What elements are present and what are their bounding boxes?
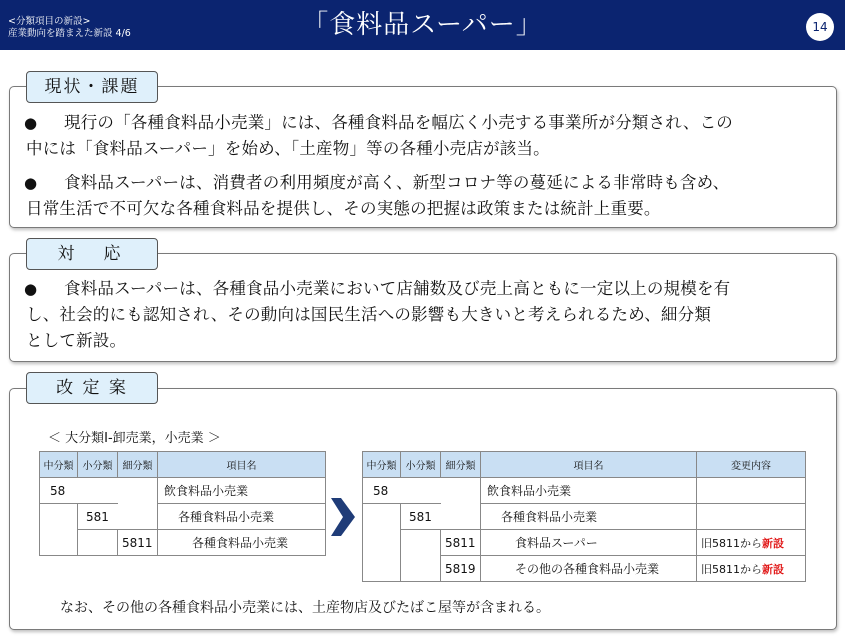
revision-tab: 改 定 案 bbox=[26, 372, 158, 404]
table-row bbox=[363, 504, 806, 530]
code-cell: 5811 bbox=[118, 530, 158, 556]
before-table bbox=[39, 451, 326, 556]
response-line2: し、社会的にも認知され、その動向は国民生活への影響も大きいと考えられるため、細分類 bbox=[26, 305, 712, 324]
table-row bbox=[363, 478, 806, 504]
change-prefix: 旧5811から bbox=[701, 562, 762, 576]
table-header-row bbox=[40, 452, 326, 478]
header-detail: 細分類 bbox=[118, 452, 158, 478]
item-name-cell: 各種食料品小売業 bbox=[158, 530, 326, 556]
response-tab: 対 応 bbox=[26, 238, 158, 270]
header-medium: 中分類 bbox=[40, 452, 78, 478]
header-subtitle-line1: <分類項目の新設> bbox=[8, 16, 91, 27]
header-bar bbox=[0, 0, 845, 50]
change-cell bbox=[697, 556, 806, 582]
status-para2-line2: 日常生活で不可欠な各種食料品を提供し、その実態の把握は政策または統計上重要。 bbox=[26, 199, 661, 218]
status-para1-line1: 現行の「各種食料品小売業」には、各種食料品を幅広く小売する事業所が分類され、この bbox=[64, 113, 733, 132]
item-name-cell: 飲食料品小売業 bbox=[158, 478, 326, 504]
item-name-cell: 各種食料品小売業 bbox=[481, 504, 697, 530]
item-name-cell: 食料品スーパー bbox=[481, 530, 697, 556]
response-line3: として新設。 bbox=[26, 331, 127, 350]
header-item: 項目名 bbox=[158, 452, 326, 478]
header-item: 項目名 bbox=[481, 452, 697, 478]
status-para2-line1: 食料品スーパーは、消費者の利用頻度が高く、新型コロナ等の蔓延による非常時も含め、 bbox=[64, 173, 730, 192]
code-cell: 58 bbox=[40, 478, 78, 504]
header-subtitle-line2: 産業動向を踏まえた新設 4/6 bbox=[8, 28, 131, 39]
footnote: なお、その他の各種食料品小売業には、土産物店及びたばこ屋等が含まれる。 bbox=[60, 600, 550, 616]
response-line1: 食料品スーパーは、各種食品小売業において店舗数及び売上高ともに一定以上の規模を有 bbox=[64, 279, 731, 298]
item-name-cell: 飲食料品小売業 bbox=[481, 478, 697, 504]
code-cell: 581 bbox=[401, 504, 441, 530]
table-row bbox=[363, 556, 806, 582]
change-prefix: 旧5811から bbox=[701, 536, 762, 550]
code-cell: 58 bbox=[363, 478, 401, 504]
header-change: 変更内容 bbox=[697, 452, 806, 478]
arrow-right-icon bbox=[331, 498, 355, 536]
change-new-label: 新設 bbox=[762, 562, 784, 576]
table-row bbox=[40, 530, 326, 556]
change-cell bbox=[697, 530, 806, 556]
category-label: ＜ 大分類I-卸売業，小売業 ＞ bbox=[48, 431, 221, 446]
item-name-cell: その他の各種食料品小売業 bbox=[481, 556, 697, 582]
item-name-cell: 各種食料品小売業 bbox=[158, 504, 326, 530]
table-header-row bbox=[363, 452, 806, 478]
change-new-label: 新設 bbox=[762, 536, 784, 550]
table-row bbox=[363, 530, 806, 556]
after-table bbox=[362, 451, 806, 582]
code-cell: 5811 bbox=[441, 530, 481, 556]
bullet-icon: ● bbox=[24, 280, 38, 298]
code-cell: 5819 bbox=[441, 556, 481, 582]
header-small: 小分類 bbox=[78, 452, 118, 478]
current-status-tab: 現状・課題 bbox=[26, 71, 158, 103]
header-medium: 中分類 bbox=[363, 452, 401, 478]
header-detail: 細分類 bbox=[441, 452, 481, 478]
header-small: 小分類 bbox=[401, 452, 441, 478]
code-cell: 581 bbox=[78, 504, 118, 530]
table-row bbox=[40, 478, 326, 504]
bullet-icon: ● bbox=[24, 174, 38, 192]
status-para1-line2: 中には「食料品スーパー」を始め、「土産物」等の各種小売店が該当。 bbox=[26, 139, 550, 158]
bullet-icon: ● bbox=[24, 114, 38, 132]
page-number-badge: 14 bbox=[806, 13, 834, 41]
table-row bbox=[40, 504, 326, 530]
page-title: 「食料品スーパー」 bbox=[302, 10, 543, 40]
